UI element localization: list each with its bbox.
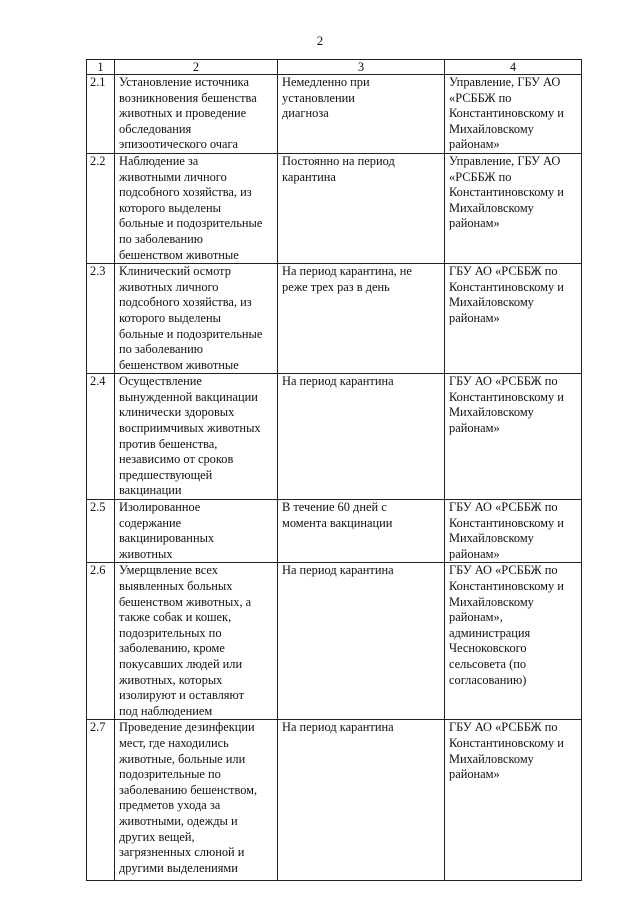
row-responsible: ГБУ АО «РСББЖ по Константиновскому и Михайловскому районам», администрация Чесноковского сельсовета (по согласованию): [445, 563, 582, 720]
table-row: [87, 153, 582, 263]
row-term: На период карантина: [278, 720, 445, 881]
row-term: На период карантина: [278, 374, 445, 500]
row-responsible: ГБУ АО «РСББЖ по Константиновскому и Михайловскому районам»: [445, 374, 582, 500]
row-responsible: ГБУ АО «РСББЖ по Константиновскому и Михайловскому районам»: [445, 264, 582, 374]
row-responsible: Управление, ГБУ АО «РСББЖ по Константиновскому и Михайловскому районам»: [445, 75, 582, 154]
header-col-4: 4: [445, 60, 582, 75]
row-action: Клинический осмотр животных личного подсобного хозяйства, из которого выделены больные и подозрительные по заболеванию бешенством животные: [115, 264, 278, 374]
table-row: [87, 720, 582, 881]
row-number: 2.5: [87, 500, 115, 563]
header-col-2: 2: [115, 60, 278, 75]
measures-table: [86, 59, 582, 881]
table-row: [87, 500, 582, 563]
row-term: В течение 60 дней с момента вакцинации: [278, 500, 445, 563]
table-row: [87, 264, 582, 374]
table-header-row: [87, 60, 582, 75]
row-action: Умерщвление всех выявленных больных бешенством животных, а также собак и кошек, подозрительных по заболеванию, кроме покусавших людей или животных, которых изолируют и оставляют под наблюдением: [115, 563, 278, 720]
header-col-1: 1: [87, 60, 115, 75]
row-term: Постоянно на период карантина: [278, 153, 445, 263]
row-number: 2.4: [87, 374, 115, 500]
row-responsible: ГБУ АО «РСББЖ по Константиновскому и Михайловскому районам»: [445, 500, 582, 563]
row-term: На период карантина: [278, 563, 445, 720]
row-action: Проведение дезинфекции мест, где находились животные, больные или подозрительные по заболеванию бешенством, предметов ухода за животными, одежды и других вещей, загрязненных слюной и другими выделениями: [115, 720, 278, 881]
table-row: [87, 563, 582, 720]
row-number: 2.6: [87, 563, 115, 720]
row-action: Наблюдение за животными личного подсобного хозяйства, из которого выделены больные и подозрительные по заболеванию бешенством животные: [115, 153, 278, 263]
row-term: Немедленно при установлении диагноза: [278, 75, 445, 154]
page-number: 2: [316, 33, 324, 48]
row-action: Осуществление вынужденной вакцинации клинически здоровых восприимчивых животных против бешенства, независимо от сроков предшествующей вакцинации: [115, 374, 278, 500]
header-col-3: 3: [278, 60, 445, 75]
table-row: [87, 374, 582, 500]
row-responsible: Управление, ГБУ АО «РСББЖ по Константиновскому и Михайловскому районам»: [445, 153, 582, 263]
row-term: На период карантина, не реже трех раз в день: [278, 264, 445, 374]
row-number: 2.3: [87, 264, 115, 374]
row-action: Изолированное содержание вакцинированных животных: [115, 500, 278, 563]
row-action: Установление источника возникновения бешенства животных и проведение обследования эпизоотического очага: [115, 75, 278, 154]
row-number: 2.1: [87, 75, 115, 154]
row-number: 2.2: [87, 153, 115, 263]
row-responsible: ГБУ АО «РСББЖ по Константиновскому и Михайловскому районам»: [445, 720, 582, 881]
table-row: [87, 75, 582, 154]
row-number: 2.7: [87, 720, 115, 881]
